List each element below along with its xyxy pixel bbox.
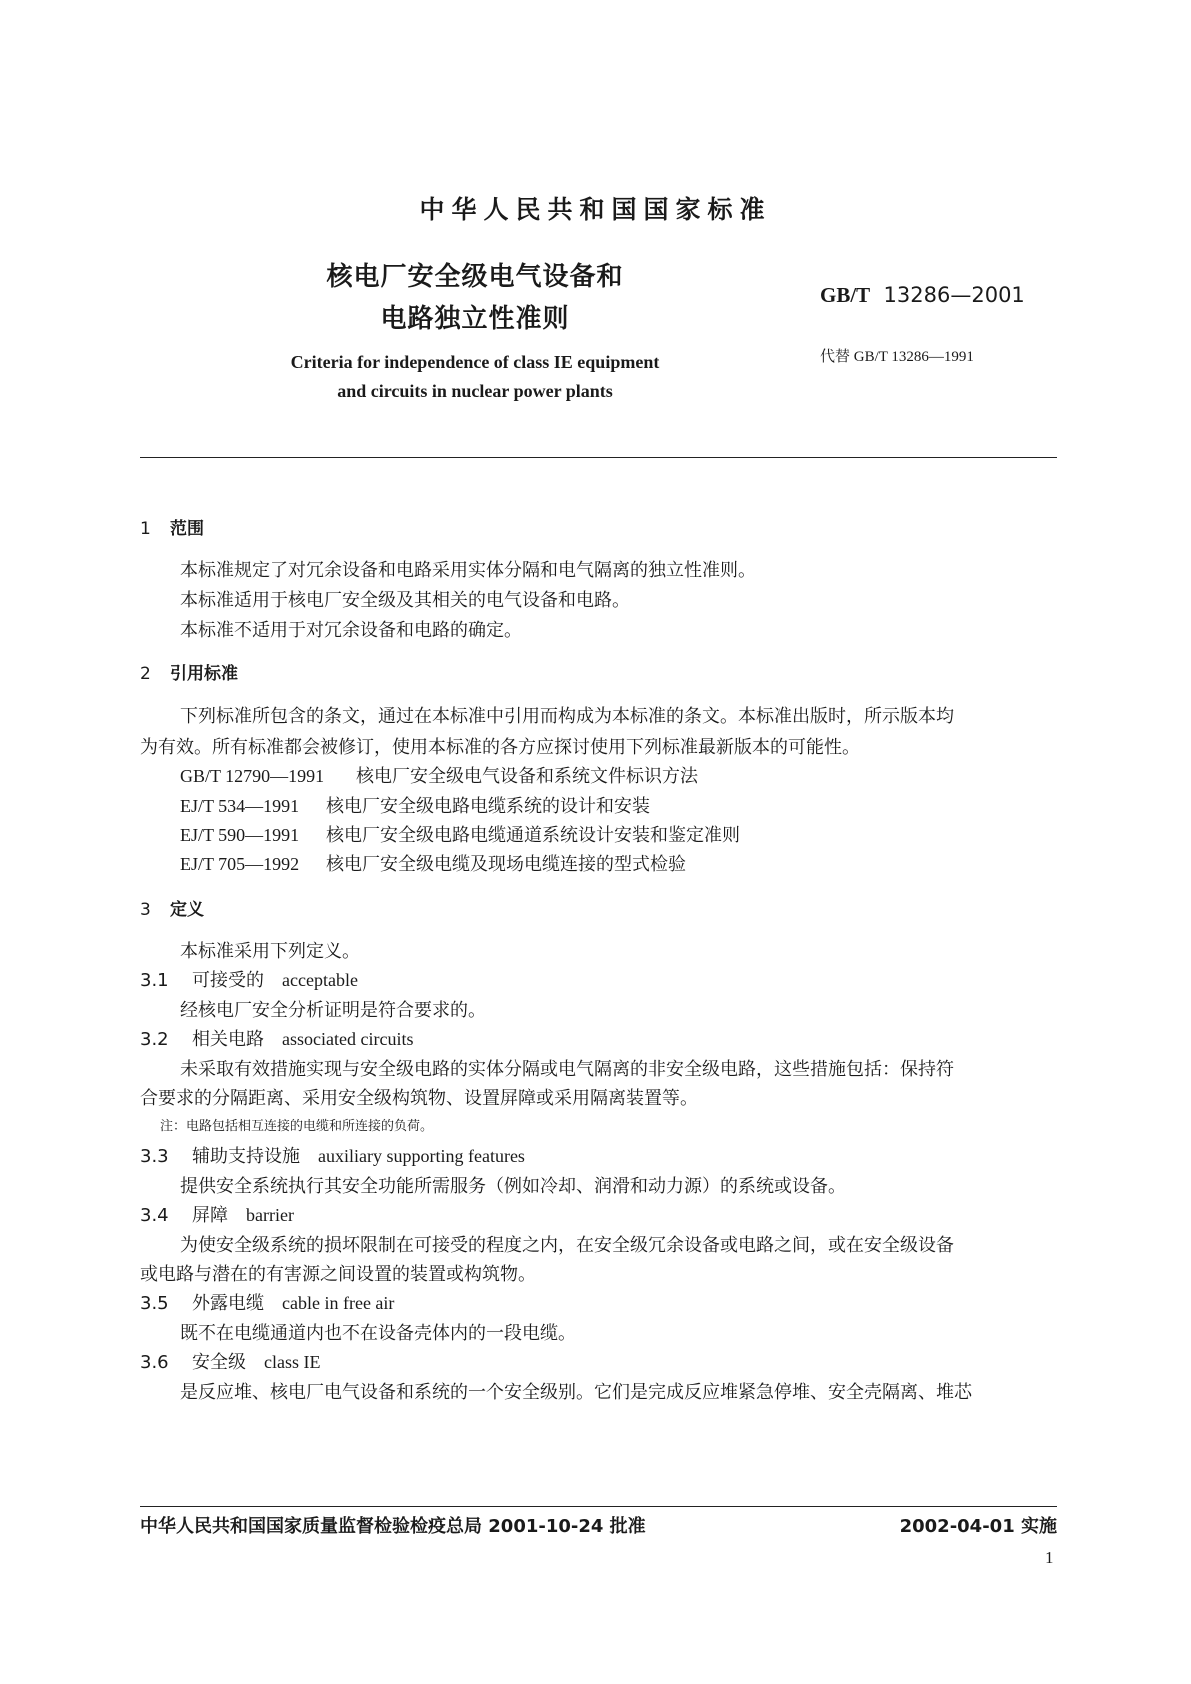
definition-number: 3.4: [140, 1205, 169, 1226]
title-cn-line2: 电路独立性准则: [380, 304, 570, 334]
definition-term-cn: 屏障: [192, 1205, 228, 1225]
reference-code: EJ/T 534—1991: [180, 796, 300, 816]
definition-3-4-term: [140, 1201, 294, 1227]
definition-term-cn: 安全级: [192, 1352, 246, 1372]
definition-3-2-text-line1: 未采取有效措施实现与安全级电路的实体分隔或电气隔离的非安全级电路，这些措施包括：保持符: [180, 1059, 954, 1079]
footer-divider: [140, 1506, 1057, 1507]
s1-paragraph-3: 本标准不适用于对冗余设备和电路的确定。: [180, 620, 522, 640]
reference-title: 核电厂安全级电缆及现场电缆连接的型式检验: [326, 854, 686, 874]
reference-item: [180, 821, 740, 847]
reference-code: GB/T 12790—1991: [180, 766, 325, 786]
section-1-number: 1: [140, 519, 151, 539]
s2-intro-line1: 下列标准所包含的条文，通过在本标准中引用而构成为本标准的条文。本标准出版时，所示版本均: [180, 706, 954, 726]
s3-intro: 本标准采用下列定义。: [180, 941, 360, 961]
reference-code: EJ/T 705—1992: [180, 854, 300, 874]
definition-3-6-text: 是反应堆、核电厂电气设备和系统的一个安全级别。它们是完成反应堆紧急停堆、安全壳隔离、堆芯: [180, 1382, 972, 1402]
standard-code: [820, 283, 1025, 308]
s2-intro-line2: 为有效。所有标准都会被修订，使用本标准的各方应探讨使用下列标准最新版本的可能性。: [140, 737, 860, 757]
definition-3-2-text-line2: 合要求的分隔距离、采用安全级构筑物、设置屏障或采用隔离装置等。: [140, 1088, 698, 1108]
definition-3-2-term: [140, 1025, 413, 1051]
s1-paragraph-2: 本标准适用于核电厂安全级及其相关的电气设备和电路。: [180, 590, 630, 610]
section-2-number: 2: [140, 664, 151, 684]
implementation-date: 2002-04-01 实施: [899, 1516, 1057, 1537]
definition-3-4-text-line2: 或电路与潜在的有害源之间设置的装置或构筑物。: [140, 1264, 536, 1284]
definition-number: 3.6: [140, 1352, 169, 1373]
definition-term-en: auxiliary supporting features: [318, 1146, 525, 1166]
reference-item: [180, 792, 650, 818]
definition-term-en: acceptable: [282, 970, 358, 990]
definition-term-cn: 外露电缆: [192, 1293, 264, 1313]
title-cn-line1: 核电厂安全级电气设备和: [326, 262, 624, 292]
section-1-heading: [140, 514, 204, 539]
approval-line: 中华人民共和国国家质量监督检验检疫总局 2001-10-24 批准: [140, 1516, 646, 1537]
definition-term-en: class IE: [264, 1352, 321, 1372]
section-3-heading: [140, 895, 204, 920]
definition-3-5-text: 既不在电缆通道内也不在设备壳体内的一段电缆。: [180, 1323, 576, 1343]
title-en-line1: Criteria for independence of class IE equipment: [290, 352, 660, 372]
section-2-title: 引用标准: [170, 664, 238, 684]
definition-term-en: associated circuits: [282, 1029, 414, 1049]
reference-title: 核电厂安全级电路电缆系统的设计和安装: [326, 796, 650, 816]
definition-3-3-term: [140, 1142, 525, 1168]
section-3-number: 3: [140, 900, 151, 920]
code-number: 13286—2001: [883, 283, 1025, 307]
definition-3-4-text-line1: 为使安全级系统的损坏限制在可接受的程度之内，在安全级冗余设备或电路之间，或在安全级设备: [180, 1235, 954, 1255]
reference-code: EJ/T 590—1991: [180, 825, 300, 845]
section-2-heading: [140, 659, 238, 684]
definition-3-1-text: 经核电厂安全分析证明是符合要求的。: [180, 1000, 486, 1020]
definition-3-6-term: [140, 1348, 320, 1374]
definition-term-cn: 可接受的: [192, 970, 264, 990]
definition-number: 3.5: [140, 1293, 169, 1314]
reference-title: 核电厂安全级电路电缆通道系统设计安装和鉴定准则: [326, 825, 740, 845]
replaces-note: 代替 GB/T 13286—1991: [820, 349, 974, 365]
definition-3-3-text: 提供安全系统执行其安全功能所需服务（例如冷却、润滑和动力源）的系统或设备。: [180, 1176, 846, 1196]
definition-number: 3.3: [140, 1146, 169, 1167]
reference-item: [180, 850, 686, 876]
definition-term-cn: 相关电路: [192, 1029, 264, 1049]
section-1-title: 范围: [170, 519, 204, 539]
definition-number: 3.2: [140, 1029, 169, 1050]
section-3-title: 定义: [170, 900, 204, 920]
page-number: 1: [1045, 1548, 1054, 1567]
definition-3-2-note: 注：电路包括相互连接的电缆和所连接的负荷。: [160, 1118, 434, 1133]
definition-term-en: barrier: [246, 1205, 294, 1225]
reference-item: [180, 762, 698, 788]
title-en-line2: and circuits in nuclear power plants: [337, 381, 613, 401]
reference-title: 核电厂安全级电气设备和系统文件标识方法: [356, 766, 698, 786]
definition-3-5-term: [140, 1289, 394, 1315]
national-standard-heading: 中华人民共和国国家标准: [419, 195, 772, 224]
definition-term-en: cable in free air: [282, 1293, 395, 1313]
definition-3-1-term: [140, 966, 358, 992]
definition-term-cn: 辅助支持设施: [192, 1146, 300, 1166]
s1-paragraph-1: 本标准规定了对冗余设备和电路采用实体分隔和电气隔离的独立性准则。: [180, 560, 756, 580]
code-prefix: GB/T: [820, 283, 871, 307]
definition-number: 3.1: [140, 970, 169, 991]
header-divider: [140, 457, 1057, 458]
